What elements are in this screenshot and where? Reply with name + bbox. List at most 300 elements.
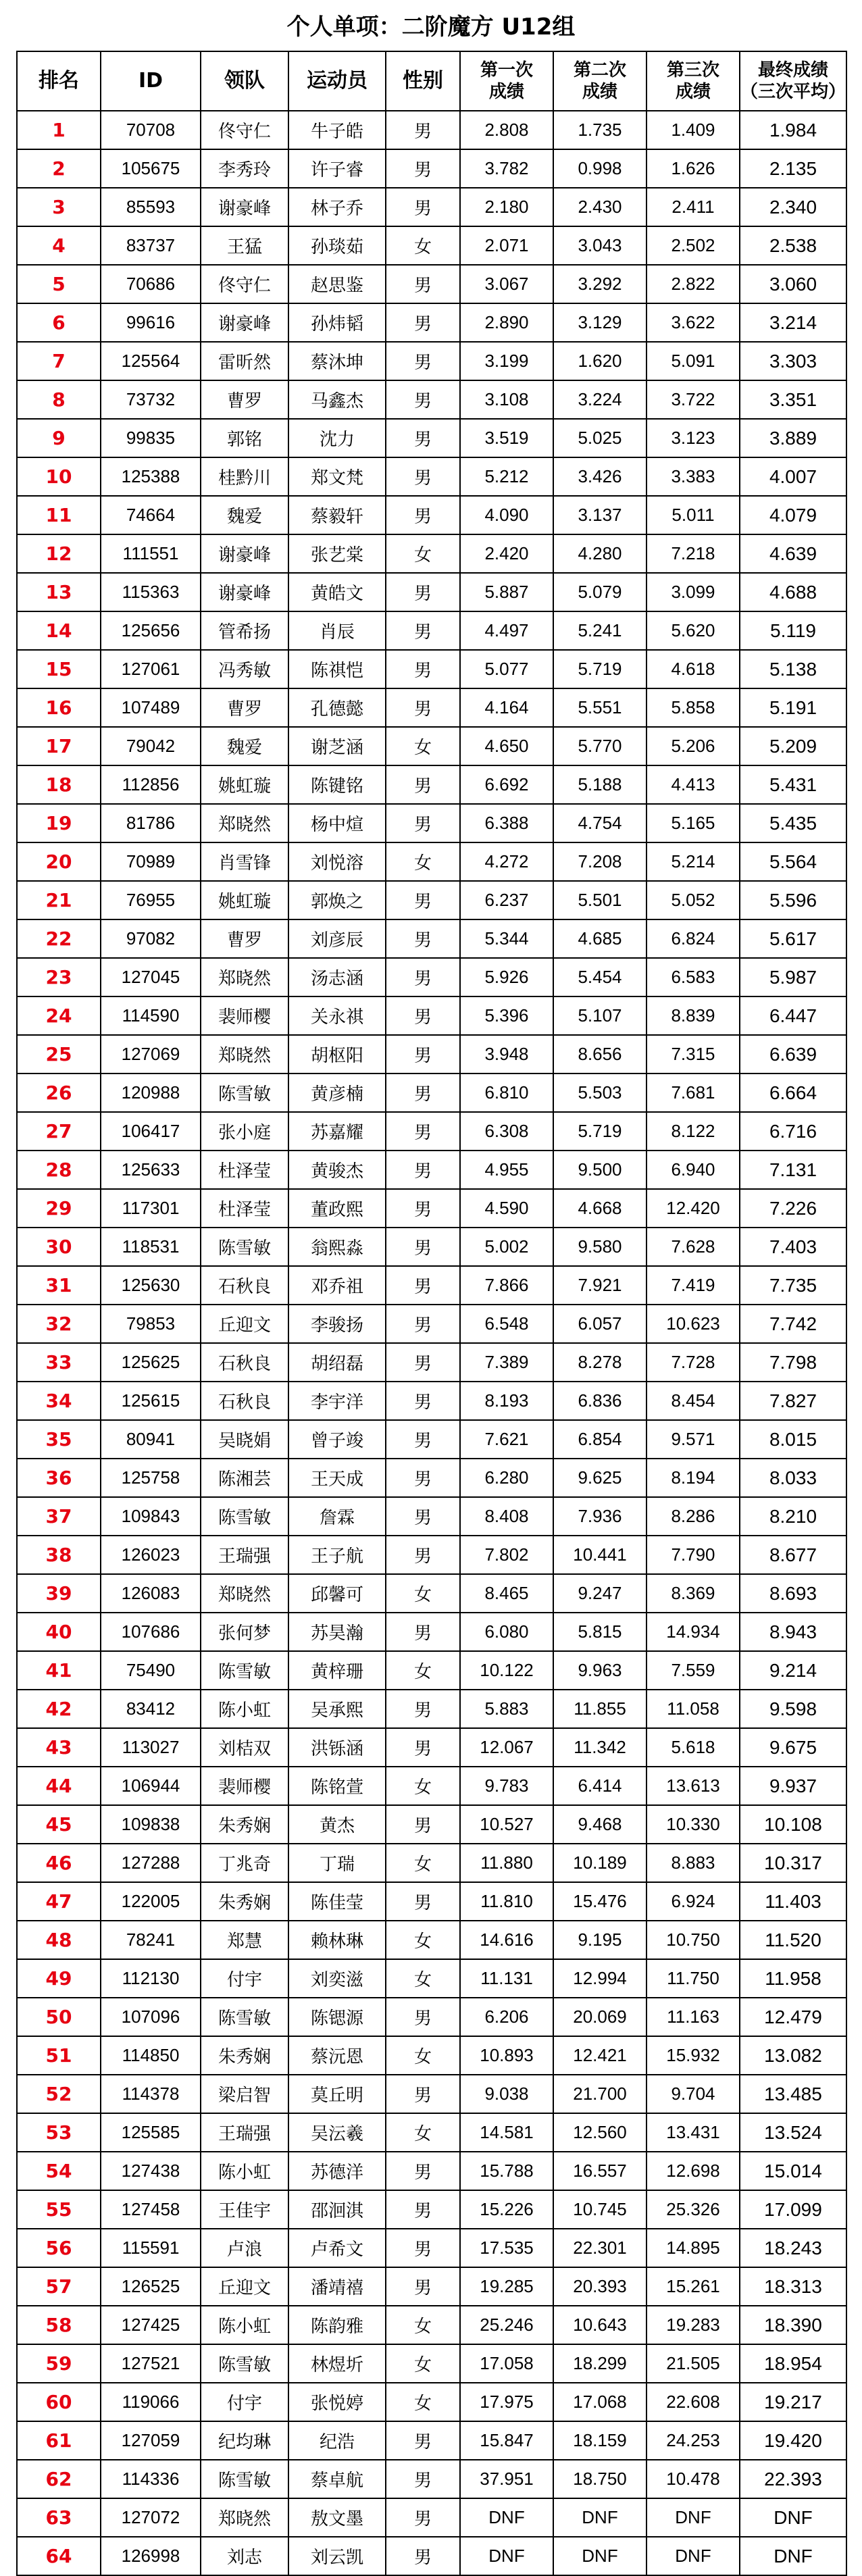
athlete-cell: 董政熙	[288, 1189, 386, 1228]
final-cell: 8.210	[740, 1497, 846, 1536]
rank-cell: 60	[17, 2383, 101, 2421]
round2-cell: 12.994	[553, 1959, 646, 1998]
leader-cell: 李秀玲	[201, 149, 288, 188]
athlete-cell: 赵思鉴	[288, 265, 386, 303]
leader-cell: 陈小虹	[201, 2152, 288, 2190]
rank-cell: 63	[17, 2498, 101, 2537]
final-cell: 3.214	[740, 303, 846, 342]
rank-cell: 33	[17, 1343, 101, 1382]
final-cell: 8.015	[740, 1420, 846, 1459]
table-row	[17, 1805, 846, 1844]
round1-cell: 5.883	[460, 1690, 553, 1728]
round2-cell: 4.754	[553, 804, 646, 842]
table-row	[17, 2460, 846, 2498]
round3-cell: 8.454	[646, 1382, 740, 1420]
final-cell: 5.431	[740, 765, 846, 804]
round2-cell: 10.189	[553, 1844, 646, 1882]
round1-cell: 4.590	[460, 1189, 553, 1228]
round3-cell: 7.681	[646, 1074, 740, 1112]
final-cell: 9.937	[740, 1767, 846, 1805]
rank-cell: 20	[17, 842, 101, 881]
round1-cell: 6.308	[460, 1112, 553, 1151]
id-cell: 85593	[101, 188, 201, 226]
round1-cell: DNF	[460, 2498, 553, 2537]
round3-cell: 5.165	[646, 804, 740, 842]
final-cell: 6.716	[740, 1112, 846, 1151]
leader-cell: 冯秀敏	[201, 650, 288, 688]
round2-cell: 17.068	[553, 2383, 646, 2421]
rank-cell: 42	[17, 1690, 101, 1728]
round1-cell: 25.246	[460, 2306, 553, 2344]
header-final	[740, 51, 846, 111]
gender-cell: 男	[386, 1998, 460, 2036]
gender-cell: 男	[386, 765, 460, 804]
round3-cell: 9.704	[646, 2075, 740, 2113]
leader-cell: 张何梦	[201, 1613, 288, 1651]
leader-cell: 陈雪敏	[201, 1998, 288, 2036]
round1-cell: 5.212	[460, 457, 553, 496]
gender-cell: 男	[386, 342, 460, 380]
round3-cell: 8.883	[646, 1844, 740, 1882]
id-cell: 127521	[101, 2344, 201, 2383]
round1-cell: 3.108	[460, 380, 553, 419]
rank-cell: 57	[17, 2267, 101, 2306]
athlete-cell: 许子睿	[288, 149, 386, 188]
id-cell: 111551	[101, 534, 201, 573]
id-cell: 127458	[101, 2190, 201, 2229]
round3-cell: 5.620	[646, 611, 740, 650]
round2-cell: 5.025	[553, 419, 646, 457]
athlete-cell: 敖文墨	[288, 2498, 386, 2537]
rank-cell: 7	[17, 342, 101, 380]
id-cell: 122005	[101, 1882, 201, 1921]
athlete-cell: 李宇洋	[288, 1382, 386, 1420]
round1-cell: 3.782	[460, 149, 553, 188]
rank-cell: 49	[17, 1959, 101, 1998]
table-row	[17, 1497, 846, 1536]
athlete-cell: 黄杰	[288, 1805, 386, 1844]
athlete-cell: 肖辰	[288, 611, 386, 650]
round1-cell: 12.067	[460, 1728, 553, 1767]
round3-cell: DNF	[646, 2537, 740, 2575]
gender-cell: 男	[386, 2152, 460, 2190]
rank-cell: 32	[17, 1305, 101, 1343]
header-rank: 排名	[17, 51, 101, 111]
id-cell: 127061	[101, 650, 201, 688]
rank-cell: 17	[17, 727, 101, 765]
gender-cell: 男	[386, 1151, 460, 1189]
table-body	[17, 111, 846, 2575]
round2-cell: 11.342	[553, 1728, 646, 1767]
round1-cell: 3.948	[460, 1035, 553, 1074]
gender-cell: 男	[386, 419, 460, 457]
athlete-cell: 刘云凯	[288, 2537, 386, 2575]
gender-cell: 男	[386, 573, 460, 611]
leader-cell: 肖雪锋	[201, 842, 288, 881]
header-gender: 性别	[386, 51, 460, 111]
athlete-cell: 曾子竣	[288, 1420, 386, 1459]
round1-cell: 10.122	[460, 1651, 553, 1690]
round2-cell: 10.745	[553, 2190, 646, 2229]
round2-cell: 21.700	[553, 2075, 646, 2113]
rank-cell: 35	[17, 1420, 101, 1459]
table-row	[17, 496, 846, 534]
round2-cell: 18.159	[553, 2421, 646, 2460]
header-round2-line1: 第二次	[573, 60, 626, 80]
final-cell: 6.447	[740, 996, 846, 1035]
round2-cell: 3.224	[553, 380, 646, 419]
athlete-cell: 邱馨可	[288, 1574, 386, 1613]
id-cell: 125630	[101, 1266, 201, 1305]
gender-cell: 男	[386, 1805, 460, 1844]
athlete-cell: 翁熙淼	[288, 1228, 386, 1266]
rank-cell: 27	[17, 1112, 101, 1151]
table-row	[17, 342, 846, 380]
leader-cell: 杜泽莹	[201, 1151, 288, 1189]
round1-cell: 5.344	[460, 919, 553, 958]
final-cell: 7.827	[740, 1382, 846, 1420]
leader-cell: 朱秀娴	[201, 2036, 288, 2075]
table-row	[17, 1459, 846, 1497]
final-cell: 9.214	[740, 1651, 846, 1690]
rank-cell: 64	[17, 2537, 101, 2575]
table-row	[17, 919, 846, 958]
final-cell: 7.798	[740, 1343, 846, 1382]
gender-cell: 男	[386, 1882, 460, 1921]
gender-cell: 男	[386, 1074, 460, 1112]
rank-cell: 2	[17, 149, 101, 188]
round3-cell: 7.218	[646, 534, 740, 573]
gender-cell: 男	[386, 2421, 460, 2460]
athlete-cell: 苏嘉耀	[288, 1112, 386, 1151]
rank-cell: 51	[17, 2036, 101, 2075]
athlete-cell: 孔德懿	[288, 688, 386, 727]
round2-cell: 9.625	[553, 1459, 646, 1497]
athlete-cell: 赖林琳	[288, 1921, 386, 1959]
final-cell: 7.403	[740, 1228, 846, 1266]
leader-cell: 谢豪峰	[201, 303, 288, 342]
table-row	[17, 573, 846, 611]
athlete-cell: 潘靖禧	[288, 2267, 386, 2306]
athlete-cell: 刘奕滋	[288, 1959, 386, 1998]
rank-cell: 9	[17, 419, 101, 457]
round2-cell: 6.057	[553, 1305, 646, 1343]
round3-cell: 1.626	[646, 149, 740, 188]
round2-cell: 5.188	[553, 765, 646, 804]
gender-cell: 男	[386, 188, 460, 226]
round2-cell: 9.963	[553, 1651, 646, 1690]
round1-cell: 3.199	[460, 342, 553, 380]
round3-cell: DNF	[646, 2498, 740, 2537]
gender-cell: 男	[386, 1459, 460, 1497]
round2-cell: 3.426	[553, 457, 646, 496]
rank-cell: 54	[17, 2152, 101, 2190]
final-cell: 11.520	[740, 1921, 846, 1959]
id-cell: 70686	[101, 265, 201, 303]
table-row	[17, 2421, 846, 2460]
final-cell: 8.033	[740, 1459, 846, 1497]
rank-cell: 13	[17, 573, 101, 611]
round3-cell: 10.478	[646, 2460, 740, 2498]
final-cell: 9.675	[740, 1728, 846, 1767]
round3-cell: 5.214	[646, 842, 740, 881]
round3-cell: 8.286	[646, 1497, 740, 1536]
athlete-cell: 刘彦辰	[288, 919, 386, 958]
table-row	[17, 2229, 846, 2267]
round3-cell: 14.934	[646, 1613, 740, 1651]
final-cell: 5.119	[740, 611, 846, 650]
rank-cell: 46	[17, 1844, 101, 1882]
round1-cell: 4.497	[460, 611, 553, 650]
final-cell: 9.598	[740, 1690, 846, 1728]
round1-cell: 14.581	[460, 2113, 553, 2152]
round2-cell: 20.393	[553, 2267, 646, 2306]
final-cell: 11.958	[740, 1959, 846, 1998]
gender-cell: 女	[386, 1959, 460, 1998]
rank-cell: 6	[17, 303, 101, 342]
table-row	[17, 2537, 846, 2575]
leader-cell: 郑晓然	[201, 2498, 288, 2537]
athlete-cell: 黄皓文	[288, 573, 386, 611]
round2-cell: 3.129	[553, 303, 646, 342]
gender-cell: 男	[386, 688, 460, 727]
round1-cell: 4.090	[460, 496, 553, 534]
rank-cell: 62	[17, 2460, 101, 2498]
round3-cell: 13.431	[646, 2113, 740, 2152]
rank-cell: 56	[17, 2229, 101, 2267]
gender-cell: 男	[386, 496, 460, 534]
round2-cell: 5.107	[553, 996, 646, 1035]
athlete-cell: 王天成	[288, 1459, 386, 1497]
final-cell: 6.664	[740, 1074, 846, 1112]
rank-cell: 10	[17, 457, 101, 496]
table-row	[17, 1998, 846, 2036]
final-cell: 8.693	[740, 1574, 846, 1613]
round2-cell: 18.750	[553, 2460, 646, 2498]
rank-cell: 52	[17, 2075, 101, 2113]
results-table	[16, 51, 847, 2576]
final-cell: 4.079	[740, 496, 846, 534]
table-row	[17, 457, 846, 496]
round2-cell: 6.854	[553, 1420, 646, 1459]
leader-cell: 张小庭	[201, 1112, 288, 1151]
athlete-cell: 邓乔祖	[288, 1266, 386, 1305]
athlete-cell: 洪铄涵	[288, 1728, 386, 1767]
final-cell: 3.303	[740, 342, 846, 380]
final-cell: 2.340	[740, 188, 846, 226]
table-row	[17, 842, 846, 881]
round1-cell: 6.237	[460, 881, 553, 919]
gender-cell: 男	[386, 149, 460, 188]
gender-cell: 男	[386, 1613, 460, 1651]
leader-cell: 石秋良	[201, 1266, 288, 1305]
round2-cell: 22.301	[553, 2229, 646, 2267]
id-cell: 106417	[101, 1112, 201, 1151]
round2-cell: 5.719	[553, 650, 646, 688]
id-cell: 83737	[101, 226, 201, 265]
leader-cell: 丘迎文	[201, 2267, 288, 2306]
round1-cell: 7.866	[460, 1266, 553, 1305]
round3-cell: 5.206	[646, 727, 740, 765]
round3-cell: 2.822	[646, 265, 740, 303]
round3-cell: 6.583	[646, 958, 740, 996]
id-cell: 107096	[101, 1998, 201, 2036]
leader-cell: 郑晓然	[201, 1035, 288, 1074]
final-cell: 17.099	[740, 2190, 846, 2229]
round2-cell: 5.503	[553, 1074, 646, 1112]
round2-cell: 5.454	[553, 958, 646, 996]
round3-cell: 9.571	[646, 1420, 740, 1459]
round1-cell: 6.080	[460, 1613, 553, 1651]
round3-cell: 15.261	[646, 2267, 740, 2306]
round2-cell: 7.208	[553, 842, 646, 881]
final-cell: 18.390	[740, 2306, 846, 2344]
round1-cell: 6.206	[460, 1998, 553, 2036]
final-cell: 5.209	[740, 727, 846, 765]
round3-cell: 11.750	[646, 1959, 740, 1998]
gender-cell: 女	[386, 1767, 460, 1805]
round3-cell: 24.253	[646, 2421, 740, 2460]
table-row	[17, 1959, 846, 1998]
leader-cell: 魏爱	[201, 727, 288, 765]
rank-cell: 1	[17, 111, 101, 149]
athlete-cell: 卢希文	[288, 2229, 386, 2267]
athlete-cell: 吴承熙	[288, 1690, 386, 1728]
athlete-cell: 陈韵雅	[288, 2306, 386, 2344]
final-cell: 7.226	[740, 1189, 846, 1228]
final-cell: 3.351	[740, 380, 846, 419]
round2-cell: 2.430	[553, 188, 646, 226]
final-cell: 18.243	[740, 2229, 846, 2267]
round3-cell: 10.623	[646, 1305, 740, 1343]
round1-cell: 9.038	[460, 2075, 553, 2113]
final-cell: 4.007	[740, 457, 846, 496]
round3-cell: 5.618	[646, 1728, 740, 1767]
gender-cell: 男	[386, 1189, 460, 1228]
round2-cell: 9.500	[553, 1151, 646, 1189]
leader-cell: 裴师樱	[201, 1767, 288, 1805]
athlete-cell: 莫丘明	[288, 2075, 386, 2113]
round2-cell: 8.656	[553, 1035, 646, 1074]
id-cell: 112130	[101, 1959, 201, 1998]
table-row	[17, 1228, 846, 1266]
rank-cell: 5	[17, 265, 101, 303]
round3-cell: 14.895	[646, 2229, 740, 2267]
final-cell: 5.564	[740, 842, 846, 881]
rank-cell: 14	[17, 611, 101, 650]
round1-cell: 2.808	[460, 111, 553, 149]
athlete-cell: 詹霖	[288, 1497, 386, 1536]
table-row	[17, 149, 846, 188]
athlete-cell: 李骏扬	[288, 1305, 386, 1343]
final-cell: 5.596	[740, 881, 846, 919]
round3-cell: 7.419	[646, 1266, 740, 1305]
id-cell: 113027	[101, 1728, 201, 1767]
rank-cell: 16	[17, 688, 101, 727]
round2-cell: 5.551	[553, 688, 646, 727]
id-cell: 70989	[101, 842, 201, 881]
athlete-cell: 张艺棠	[288, 534, 386, 573]
rank-cell: 24	[17, 996, 101, 1035]
athlete-cell: 苏德洋	[288, 2152, 386, 2190]
leader-cell: 郑晓然	[201, 804, 288, 842]
id-cell: 127425	[101, 2306, 201, 2344]
final-cell: 1.984	[740, 111, 846, 149]
gender-cell: 女	[386, 1574, 460, 1613]
rank-cell: 31	[17, 1266, 101, 1305]
round2-cell: 20.069	[553, 1998, 646, 2036]
id-cell: 114378	[101, 2075, 201, 2113]
rank-cell: 28	[17, 1151, 101, 1189]
round3-cell: 12.420	[646, 1189, 740, 1228]
round3-cell: 7.628	[646, 1228, 740, 1266]
leader-cell: 曹罗	[201, 919, 288, 958]
table-row	[17, 1035, 846, 1074]
rank-cell: 40	[17, 1613, 101, 1651]
final-cell: 7.131	[740, 1151, 846, 1189]
rank-cell: 43	[17, 1728, 101, 1767]
leader-cell: 丘迎文	[201, 1305, 288, 1343]
round1-cell: 5.887	[460, 573, 553, 611]
round3-cell: 8.194	[646, 1459, 740, 1497]
leader-cell: 王瑞强	[201, 2113, 288, 2152]
rank-cell: 39	[17, 1574, 101, 1613]
final-cell: 5.138	[740, 650, 846, 688]
id-cell: 119066	[101, 2383, 201, 2421]
round2-cell: 3.043	[553, 226, 646, 265]
leader-cell: 杜泽莹	[201, 1189, 288, 1228]
round1-cell: 8.465	[460, 1574, 553, 1613]
id-cell: 126023	[101, 1536, 201, 1574]
round2-cell: 18.299	[553, 2344, 646, 2383]
round1-cell: 15.226	[460, 2190, 553, 2229]
leader-cell: 付宇	[201, 1959, 288, 1998]
final-cell: 22.393	[740, 2460, 846, 2498]
leader-cell: 石秋良	[201, 1343, 288, 1382]
rank-cell: 44	[17, 1767, 101, 1805]
table-row	[17, 2383, 846, 2421]
leader-cell: 曹罗	[201, 380, 288, 419]
rank-cell: 18	[17, 765, 101, 804]
round3-cell: 4.618	[646, 650, 740, 688]
header-round3-line2: 成绩	[675, 82, 711, 102]
athlete-cell: 孙琰茹	[288, 226, 386, 265]
round2-cell: DNF	[553, 2537, 646, 2575]
header-leader: 领队	[201, 51, 288, 111]
gender-cell: 男	[386, 650, 460, 688]
id-cell: 125758	[101, 1459, 201, 1497]
table-row	[17, 611, 846, 650]
round2-cell: 9.195	[553, 1921, 646, 1959]
athlete-cell: 蔡毅轩	[288, 496, 386, 534]
round3-cell: 8.839	[646, 996, 740, 1035]
round1-cell: 19.285	[460, 2267, 553, 2306]
id-cell: 70708	[101, 111, 201, 149]
id-cell: 75490	[101, 1651, 201, 1690]
table-row	[17, 958, 846, 996]
rank-cell: 21	[17, 881, 101, 919]
round3-cell: 3.722	[646, 380, 740, 419]
header-round1	[460, 51, 553, 111]
rank-cell: 15	[17, 650, 101, 688]
final-cell: 19.217	[740, 2383, 846, 2421]
leader-cell: 佟守仁	[201, 111, 288, 149]
leader-cell: 付宇	[201, 2383, 288, 2421]
table-row	[17, 380, 846, 419]
gender-cell: 男	[386, 881, 460, 919]
gender-cell: 女	[386, 2113, 460, 2152]
round1-cell: 15.847	[460, 2421, 553, 2460]
